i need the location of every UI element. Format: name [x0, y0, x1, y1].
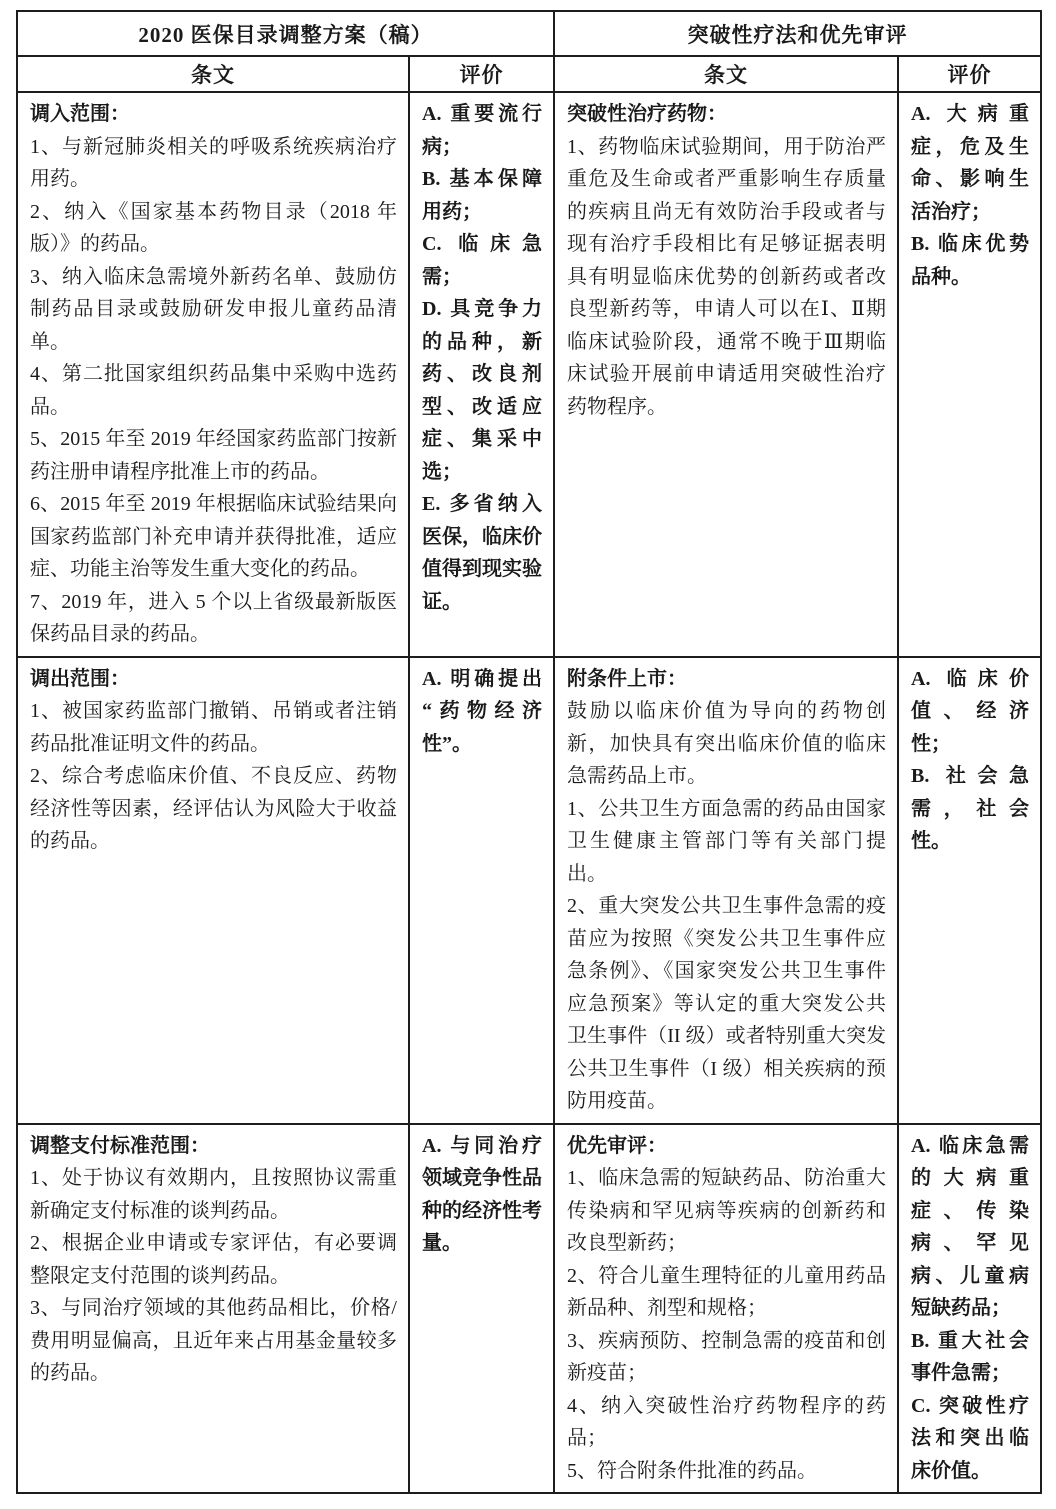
- column-header-articles-right: 条文: [554, 56, 898, 92]
- paragraph: A. 与同治疗领域竞争性品种的经济性考量。: [422, 1134, 542, 1254]
- paragraph: B. 社会急需，社会性。: [911, 765, 1029, 852]
- articles-cell-priority-review: [554, 1124, 898, 1494]
- paragraph: A. 临床价值、经济性；: [911, 667, 1029, 755]
- cell-heading: 调入范围：: [30, 103, 130, 125]
- paragraph: 1、公共卫生方面急需的药品由国家卫生健康主管部门等有关部门提出。: [567, 797, 886, 885]
- paragraph: C. 临床急需；: [422, 233, 542, 288]
- table-row-inclusion: [17, 92, 1041, 657]
- paragraph: 1、临床急需的短缺药品、防治重大传染病和罕见病等疾病的创新药和改良型新药；: [567, 1167, 886, 1254]
- cell-paragraphs: [567, 1162, 886, 1487]
- cell-paragraphs: [911, 663, 1029, 858]
- articles-cell-breakthrough-drugs: [554, 92, 898, 657]
- evaluation-cell-conditional-approval: [898, 657, 1041, 1124]
- paragraph: 2、符合儿童生理特征的儿童用药品新品种、剂型和规格；: [567, 1264, 886, 1319]
- paragraph: B. 基本保障用药；: [422, 168, 542, 223]
- paragraph: 鼓励以临床价值为导向的药物创新，加快具有突出临床价值的临床急需药品上市。: [567, 700, 886, 787]
- cell-heading: 附条件上市：: [567, 667, 687, 690]
- paragraph: 2、重大突发公共卫生事件急需的疫苗应为按照《突发公共卫生事件应急条例》、《国家突发公共卫生事件应急预案》等认定的重大突发公共卫生事件（II 级）或者特别重大突发公共卫生事件（I 级）相关疾病的预防用疫苗。: [567, 895, 886, 1112]
- paragraph: 1、被国家药监部门撤销、吊销或者注销药品批准证明文件的药品。: [30, 700, 397, 755]
- paragraph: 1、与新冠肺炎相关的呼吸系统疾病治疗用药。: [30, 135, 397, 190]
- cell-paragraphs: [30, 131, 397, 651]
- group-header-row: [17, 11, 1041, 56]
- articles-cell-inclusion-scope: [17, 92, 409, 657]
- group-header-breakthrough-therapy: 突破性疗法和优先审评: [554, 11, 1041, 56]
- paragraph: 3、疾病预防、控制急需的疫苗和创新疫苗；: [567, 1329, 886, 1384]
- paragraph: 2、纳入《国家基本药物目录（2018 年版）》的药品。: [30, 200, 397, 255]
- paragraph: A. 临床急需的大病重症、传染病、罕见病、儿童病短缺药品；: [911, 1134, 1029, 1319]
- column-header-evaluation-left: 评价: [409, 56, 554, 92]
- evaluation-cell-payment-standard: [409, 1124, 554, 1494]
- articles-cell-conditional-approval: [554, 657, 898, 1124]
- group-header-medical-insurance-plan: 2020 医保目录调整方案（稿）: [17, 11, 554, 56]
- cell-paragraphs: [911, 1130, 1029, 1488]
- cell-heading: 调整支付标准范围：: [30, 1134, 210, 1157]
- table-row-payment-standard: [17, 1124, 1041, 1494]
- column-header-articles-left: 条文: [17, 56, 409, 92]
- cell-paragraphs: [422, 98, 542, 618]
- paragraph: 1、处于协议有效期内，且按照协议需重新确定支付标准的谈判药品。: [30, 1167, 397, 1222]
- paragraph: 7、2019 年，进入 5 个以上省级最新版医保药品目录的药品。: [30, 590, 397, 645]
- paragraph: D. 具竞争力的品种，新药、改良剂型、改适应症、集采中选；: [422, 298, 542, 483]
- evaluation-cell-removal: [409, 657, 554, 1124]
- paragraph: B. 重大社会事件急需；: [911, 1329, 1029, 1384]
- cell-paragraphs: [30, 1162, 397, 1390]
- paragraph: 3、与同治疗领域的其他药品相比，价格/费用明显偏高，且近年来占用基金量较多的药品。: [30, 1297, 397, 1384]
- paragraph: C. 突破性疗法和突出临床价值。: [911, 1394, 1029, 1482]
- cell-paragraphs: [911, 98, 1029, 293]
- cell-paragraphs: [567, 695, 886, 1118]
- cell-paragraphs: [422, 1130, 542, 1260]
- paragraph: 4、第二批国家组织药品集中采购中选药品。: [30, 363, 397, 418]
- paragraph: 4、纳入突破性治疗药物程序的药品；: [567, 1394, 886, 1449]
- paragraph: E. 多省纳入医保，临床价值得到现实验证。: [422, 493, 542, 613]
- column-header-row: [17, 56, 1041, 92]
- evaluation-cell-priority-review: [898, 1124, 1041, 1494]
- paragraph: 1、药物临床试验期间，用于防治严重危及生命或者严重影响生存质量的疾病且尚无有效防治手段或者与现有治疗手段相比有足够证据表明具有明显临床优势的创新药或者改良型新药等，申请人可以在Ⅰ、Ⅱ期临床试验阶段，通常不晚于Ⅲ期临床试验开展前申请适用突破性治疗药物程序。: [567, 135, 886, 418]
- cell-paragraphs: [422, 663, 542, 761]
- paragraph: B. 临床优势品种。: [911, 233, 1029, 288]
- paragraph: 3、纳入临床急需境外新药名单、鼓励仿制药品目录或鼓励研发申报儿童药品清单。: [30, 265, 397, 353]
- column-header-evaluation-right: 评价: [898, 56, 1041, 92]
- comparison-table: [16, 10, 1042, 1494]
- cell-paragraphs: [30, 695, 397, 858]
- paragraph: 2、根据企业申请或专家评估，有必要调整限定支付范围的谈判药品。: [30, 1232, 397, 1287]
- paragraph: A. 明确提出“药物经济性”。: [422, 667, 542, 755]
- cell-heading: 调出范围：: [30, 667, 130, 690]
- paragraph: 2、综合考虑临床价值、不良反应、药物经济性等因素，经评估认为风险大于收益的药品。: [30, 765, 397, 852]
- paragraph: 5、2015 年至 2019 年经国家药监部门按新药注册申请程序批准上市的药品。: [30, 428, 397, 483]
- cell-heading: 突破性治疗药物：: [567, 103, 727, 125]
- cell-paragraphs: [567, 131, 886, 424]
- cell-heading: 优先审评：: [567, 1134, 667, 1157]
- paragraph: 5、符合附条件批准的药品。: [567, 1459, 817, 1482]
- evaluation-cell-breakthrough-drugs: [898, 92, 1041, 657]
- articles-cell-removal-scope: [17, 657, 409, 1124]
- paragraph: A. 重要流行病；: [422, 103, 542, 158]
- table-row-removal: [17, 657, 1041, 1124]
- evaluation-cell-inclusion: [409, 92, 554, 657]
- articles-cell-payment-standard: [17, 1124, 409, 1494]
- paragraph: 6、2015 年至 2019 年根据临床试验结果向国家药监部门补充申请并获得批准，适应症、功能主治等发生重大变化的药品。: [30, 493, 397, 580]
- paragraph: A. 大病重症，危及生命、影响生活治疗；: [911, 103, 1029, 223]
